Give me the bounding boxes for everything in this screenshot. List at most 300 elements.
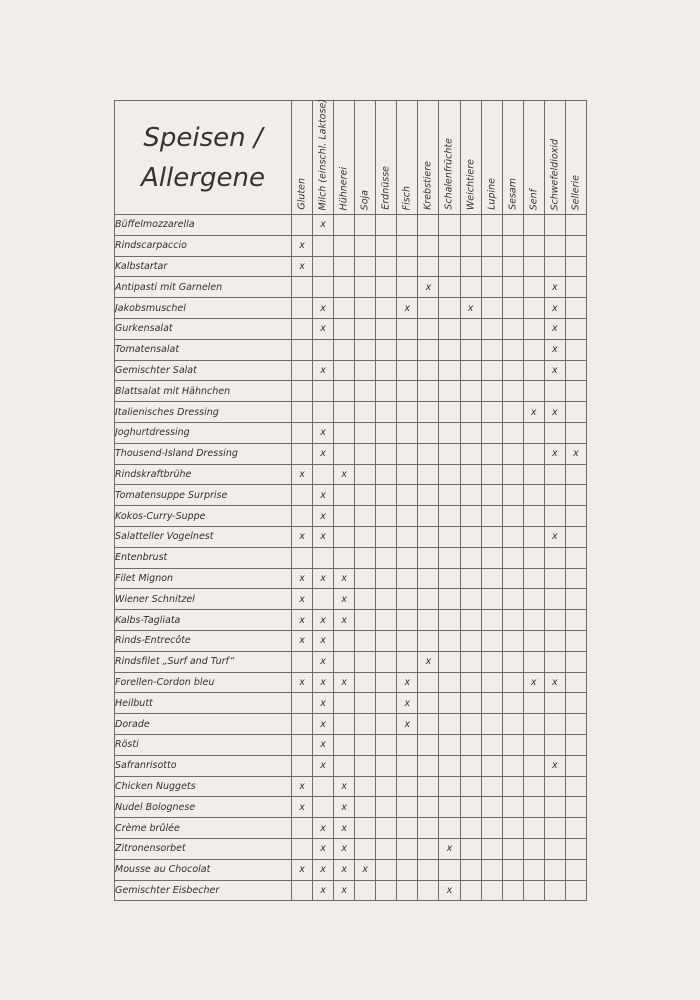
allergen-cell	[292, 838, 313, 859]
table-row	[115, 651, 587, 672]
allergen-cell	[418, 256, 439, 277]
allergen-mark: x	[313, 734, 334, 755]
allergen-cell	[397, 422, 418, 443]
allergen-cell	[397, 589, 418, 610]
allergen-cell	[502, 215, 523, 236]
allergen-cell	[439, 485, 460, 506]
table-row	[115, 547, 587, 568]
allergen-cell	[334, 277, 355, 298]
allergen-cell	[355, 277, 376, 298]
table-row	[115, 672, 587, 693]
allergen-cell	[439, 360, 460, 381]
allergen-cell	[544, 859, 565, 880]
allergen-cell	[481, 568, 502, 589]
dish-name: Gemischter Salat	[115, 360, 292, 381]
allergen-cell	[313, 776, 334, 797]
table-row	[115, 568, 587, 589]
allergen-table	[114, 100, 587, 901]
allergen-cell	[544, 381, 565, 402]
allergen-cell	[397, 443, 418, 464]
allergen-mark: x	[334, 859, 355, 880]
allergen-cell	[502, 526, 523, 547]
allergen-cell	[565, 422, 586, 443]
allergen-cell	[418, 755, 439, 776]
allergen-cell	[292, 298, 313, 319]
allergen-cell	[397, 547, 418, 568]
dish-name: Heilbutt	[115, 693, 292, 714]
table-row	[115, 755, 587, 776]
allergen-cell	[313, 256, 334, 277]
allergen-mark: x	[313, 422, 334, 443]
allergen-cell	[355, 526, 376, 547]
allergen-cell	[376, 360, 397, 381]
allergen-cell	[523, 776, 544, 797]
allergen-cell	[565, 776, 586, 797]
allergen-cell	[355, 235, 376, 256]
allergen-cell	[523, 693, 544, 714]
allergen-cell	[418, 547, 439, 568]
allergen-mark: x	[292, 672, 313, 693]
allergen-label: Krebstiere	[422, 161, 434, 210]
allergen-cell	[355, 547, 376, 568]
allergen-cell	[439, 651, 460, 672]
allergen-cell	[481, 360, 502, 381]
allergen-header	[481, 101, 502, 215]
allergen-cell	[502, 298, 523, 319]
allergen-cell	[523, 797, 544, 818]
allergen-cell	[334, 339, 355, 360]
allergen-cell	[292, 443, 313, 464]
allergen-cell	[355, 568, 376, 589]
allergen-cell	[334, 235, 355, 256]
allergen-cell	[418, 568, 439, 589]
allergen-mark: x	[292, 568, 313, 589]
allergen-cell	[460, 506, 481, 527]
allergen-mark: x	[334, 610, 355, 631]
dish-name: Italienisches Dressing	[115, 402, 292, 423]
allergen-cell	[292, 318, 313, 339]
table-row	[115, 256, 587, 277]
allergen-cell	[523, 422, 544, 443]
allergen-cell	[439, 464, 460, 485]
table-row	[115, 734, 587, 755]
table-row	[115, 693, 587, 714]
allergen-cell	[544, 651, 565, 672]
allergen-cell	[376, 298, 397, 319]
allergen-cell	[439, 755, 460, 776]
allergen-cell	[355, 422, 376, 443]
allergen-cell	[460, 859, 481, 880]
dish-name: Filet Mignon	[115, 568, 292, 589]
allergen-mark: x	[292, 630, 313, 651]
allergen-label: Sellerie	[570, 174, 582, 210]
allergen-cell	[355, 714, 376, 735]
allergen-cell	[376, 838, 397, 859]
allergen-header	[523, 101, 544, 215]
allergen-cell	[439, 797, 460, 818]
allergen-cell	[565, 360, 586, 381]
allergen-cell	[460, 526, 481, 547]
allergen-cell	[376, 339, 397, 360]
allergen-cell	[565, 838, 586, 859]
allergen-cell	[418, 630, 439, 651]
allergen-cell	[376, 568, 397, 589]
allergen-cell	[376, 402, 397, 423]
allergen-cell	[313, 381, 334, 402]
allergen-cell	[502, 485, 523, 506]
allergen-mark: x	[334, 880, 355, 901]
allergen-cell	[313, 464, 334, 485]
allergen-cell	[523, 526, 544, 547]
allergen-cell	[523, 589, 544, 610]
allergen-mark: x	[313, 651, 334, 672]
allergen-cell	[523, 568, 544, 589]
allergen-cell	[292, 485, 313, 506]
allergen-cell	[481, 880, 502, 901]
allergen-cell	[355, 256, 376, 277]
allergen-cell	[523, 714, 544, 735]
allergen-cell	[334, 630, 355, 651]
allergen-cell	[565, 651, 586, 672]
allergen-label: Senf	[528, 188, 540, 210]
allergen-cell	[544, 464, 565, 485]
allergen-mark: x	[334, 672, 355, 693]
allergen-header	[334, 101, 355, 215]
allergen-cell	[376, 734, 397, 755]
allergen-cell	[523, 381, 544, 402]
allergen-cell	[565, 485, 586, 506]
allergen-cell	[292, 651, 313, 672]
allergen-cell	[544, 880, 565, 901]
allergen-cell	[292, 506, 313, 527]
allergen-cell	[418, 714, 439, 735]
allergen-cell	[460, 485, 481, 506]
allergen-cell	[502, 610, 523, 631]
allergen-cell	[544, 818, 565, 839]
allergen-mark: x	[439, 880, 460, 901]
allergen-cell	[418, 693, 439, 714]
allergen-mark: x	[313, 818, 334, 839]
allergen-cell	[565, 215, 586, 236]
allergen-cell	[418, 672, 439, 693]
allergen-cell	[439, 547, 460, 568]
allergen-cell	[502, 776, 523, 797]
allergen-cell	[544, 256, 565, 277]
dish-name: Wiener Schnitzel	[115, 589, 292, 610]
allergen-cell	[565, 256, 586, 277]
allergen-cell	[502, 506, 523, 527]
allergen-mark: x	[565, 443, 586, 464]
allergen-label: Gluten	[296, 178, 308, 210]
allergen-cell	[544, 547, 565, 568]
allergen-cell	[439, 277, 460, 298]
allergen-cell	[481, 547, 502, 568]
allergen-cell	[481, 298, 502, 319]
table-row	[115, 422, 587, 443]
allergen-mark: x	[544, 672, 565, 693]
dish-name: Thousend-Island Dressing	[115, 443, 292, 464]
allergen-cell	[481, 506, 502, 527]
allergen-cell	[292, 755, 313, 776]
allergen-cell	[439, 818, 460, 839]
allergen-cell	[397, 402, 418, 423]
allergen-cell	[544, 485, 565, 506]
allergen-cell	[544, 776, 565, 797]
table-row	[115, 506, 587, 527]
allergen-cell	[460, 880, 481, 901]
allergen-cell	[523, 256, 544, 277]
allergen-mark: x	[397, 693, 418, 714]
allergen-mark: x	[313, 859, 334, 880]
allergen-cell	[523, 339, 544, 360]
table-row	[115, 776, 587, 797]
allergen-mark: x	[292, 235, 313, 256]
allergen-cell	[376, 422, 397, 443]
allergen-cell	[565, 797, 586, 818]
allergen-cell	[334, 318, 355, 339]
allergen-cell	[439, 381, 460, 402]
table-row	[115, 360, 587, 381]
allergen-cell	[418, 402, 439, 423]
allergen-mark: x	[313, 568, 334, 589]
allergen-cell	[376, 651, 397, 672]
allergen-mark: x	[313, 360, 334, 381]
dish-name: Safranrisotto	[115, 755, 292, 776]
table-title	[115, 101, 292, 215]
allergen-cell	[397, 797, 418, 818]
allergen-cell	[376, 672, 397, 693]
allergen-cell	[439, 693, 460, 714]
allergen-cell	[439, 672, 460, 693]
allergen-cell	[355, 485, 376, 506]
allergen-cell	[481, 402, 502, 423]
title-line-1: Speisen /	[143, 122, 263, 153]
allergen-cell	[313, 797, 334, 818]
allergen-cell	[502, 714, 523, 735]
allergen-cell	[544, 506, 565, 527]
allergen-cell	[502, 568, 523, 589]
allergen-cell	[376, 464, 397, 485]
allergen-cell	[565, 547, 586, 568]
allergen-cell	[544, 215, 565, 236]
allergen-cell	[439, 630, 460, 651]
allergen-cell	[355, 506, 376, 527]
allergen-cell	[292, 381, 313, 402]
allergen-cell	[418, 734, 439, 755]
allergen-cell	[502, 693, 523, 714]
allergen-cell	[355, 215, 376, 236]
allergen-cell	[376, 589, 397, 610]
allergen-cell	[313, 589, 334, 610]
allergen-mark: x	[544, 277, 565, 298]
allergen-cell	[355, 298, 376, 319]
table-row	[115, 630, 587, 651]
allergen-mark: x	[313, 318, 334, 339]
allergen-label: Weichtiere	[465, 158, 477, 210]
allergen-cell	[544, 589, 565, 610]
allergen-label: Erdnüsse	[380, 166, 392, 210]
allergen-cell	[523, 880, 544, 901]
allergen-cell	[418, 360, 439, 381]
allergen-cell	[502, 734, 523, 755]
allergen-cell	[523, 360, 544, 381]
allergen-cell	[502, 630, 523, 651]
allergen-cell	[376, 526, 397, 547]
allergen-cell	[460, 381, 481, 402]
allergen-cell	[460, 651, 481, 672]
table-row	[115, 589, 587, 610]
allergen-mark: x	[313, 880, 334, 901]
allergen-mark: x	[313, 443, 334, 464]
allergen-cell	[334, 734, 355, 755]
allergen-cell	[397, 859, 418, 880]
allergen-cell	[565, 714, 586, 735]
allergen-cell	[334, 714, 355, 735]
allergen-cell	[565, 568, 586, 589]
allergen-cell	[460, 693, 481, 714]
allergen-mark: x	[334, 776, 355, 797]
header-row	[115, 101, 587, 215]
allergen-cell	[397, 360, 418, 381]
allergen-cell	[355, 381, 376, 402]
allergen-cell	[397, 381, 418, 402]
allergen-label: Schwefeldioxid	[549, 138, 561, 210]
dish-name: Rindsfilet „Surf and Turf“	[115, 651, 292, 672]
dish-name: Jakobsmuschel	[115, 298, 292, 319]
allergen-cell	[523, 464, 544, 485]
allergen-cell	[439, 318, 460, 339]
allergen-cell	[481, 381, 502, 402]
allergen-cell	[481, 215, 502, 236]
dish-name: Salatteller Vogelnest	[115, 526, 292, 547]
allergen-mark: x	[418, 277, 439, 298]
allergen-cell	[376, 755, 397, 776]
allergen-cell	[523, 755, 544, 776]
table-row	[115, 298, 587, 319]
allergen-header	[502, 101, 523, 215]
allergen-cell	[439, 859, 460, 880]
allergen-mark: x	[334, 464, 355, 485]
allergen-cell	[439, 506, 460, 527]
allergen-cell	[565, 630, 586, 651]
allergen-cell	[565, 755, 586, 776]
dish-name: Blattsalat mit Hähnchen	[115, 381, 292, 402]
allergen-mark: x	[292, 859, 313, 880]
allergen-header	[376, 101, 397, 215]
allergen-mark: x	[292, 589, 313, 610]
allergen-cell	[397, 256, 418, 277]
table-row	[115, 714, 587, 735]
allergen-cell	[565, 402, 586, 423]
allergen-cell	[334, 485, 355, 506]
allergen-cell	[502, 256, 523, 277]
allergen-cell	[544, 734, 565, 755]
allergen-cell	[334, 693, 355, 714]
allergen-cell	[523, 734, 544, 755]
allergen-cell	[481, 235, 502, 256]
allergen-cell	[460, 402, 481, 423]
allergen-mark: x	[334, 818, 355, 839]
dish-name: Gemischter Eisbecher	[115, 880, 292, 901]
allergen-cell	[481, 422, 502, 443]
allergen-header	[565, 101, 586, 215]
allergen-header	[397, 101, 418, 215]
allergen-cell	[376, 277, 397, 298]
allergen-mark: x	[460, 298, 481, 319]
allergen-cell	[439, 443, 460, 464]
allergen-cell	[376, 381, 397, 402]
table-row	[115, 443, 587, 464]
allergen-cell	[418, 859, 439, 880]
allergen-cell	[355, 734, 376, 755]
allergen-cell	[292, 277, 313, 298]
table-row	[115, 464, 587, 485]
allergen-cell	[544, 630, 565, 651]
allergen-cell	[334, 651, 355, 672]
table-row	[115, 381, 587, 402]
allergen-cell	[418, 464, 439, 485]
allergen-cell	[292, 422, 313, 443]
allergen-cell	[565, 506, 586, 527]
dish-name: Büffelmozzarella	[115, 215, 292, 236]
allergen-cell	[439, 734, 460, 755]
allergen-mark: x	[313, 526, 334, 547]
allergen-cell	[460, 360, 481, 381]
dish-name: Tomatensuppe Surprise	[115, 485, 292, 506]
dish-name: Rindskraftbrühe	[115, 464, 292, 485]
allergen-cell	[334, 381, 355, 402]
allergen-cell	[292, 880, 313, 901]
allergen-cell	[376, 859, 397, 880]
allergen-cell	[481, 651, 502, 672]
allergen-cell	[355, 464, 376, 485]
allergen-cell	[376, 797, 397, 818]
table-row	[115, 339, 587, 360]
allergen-header	[292, 101, 313, 215]
dish-name: Nudel Bolognese	[115, 797, 292, 818]
allergen-cell	[460, 755, 481, 776]
allergen-mark: x	[292, 464, 313, 485]
table-row	[115, 797, 587, 818]
allergen-cell	[544, 235, 565, 256]
allergen-cell	[565, 880, 586, 901]
allergen-cell	[397, 235, 418, 256]
allergen-cell	[460, 672, 481, 693]
allergen-cell	[523, 506, 544, 527]
dish-name: Kokos-Curry-Suppe	[115, 506, 292, 527]
dish-name: Gurkensalat	[115, 318, 292, 339]
allergen-cell	[355, 360, 376, 381]
allergen-cell	[376, 818, 397, 839]
allergen-cell	[481, 818, 502, 839]
allergen-cell	[460, 568, 481, 589]
dish-name: Tomatensalat	[115, 339, 292, 360]
dish-name: Dorade	[115, 714, 292, 735]
allergen-cell	[418, 339, 439, 360]
allergen-cell	[292, 693, 313, 714]
allergen-cell	[397, 630, 418, 651]
allergen-cell	[460, 464, 481, 485]
allergen-cell	[355, 651, 376, 672]
table-row	[115, 610, 587, 631]
allergen-cell	[313, 235, 334, 256]
dish-name: Kalbstartar	[115, 256, 292, 277]
dish-name: Crème brûlée	[115, 818, 292, 839]
allergen-cell	[460, 797, 481, 818]
allergen-cell	[376, 443, 397, 464]
allergen-cell	[544, 714, 565, 735]
allergen-cell	[418, 506, 439, 527]
